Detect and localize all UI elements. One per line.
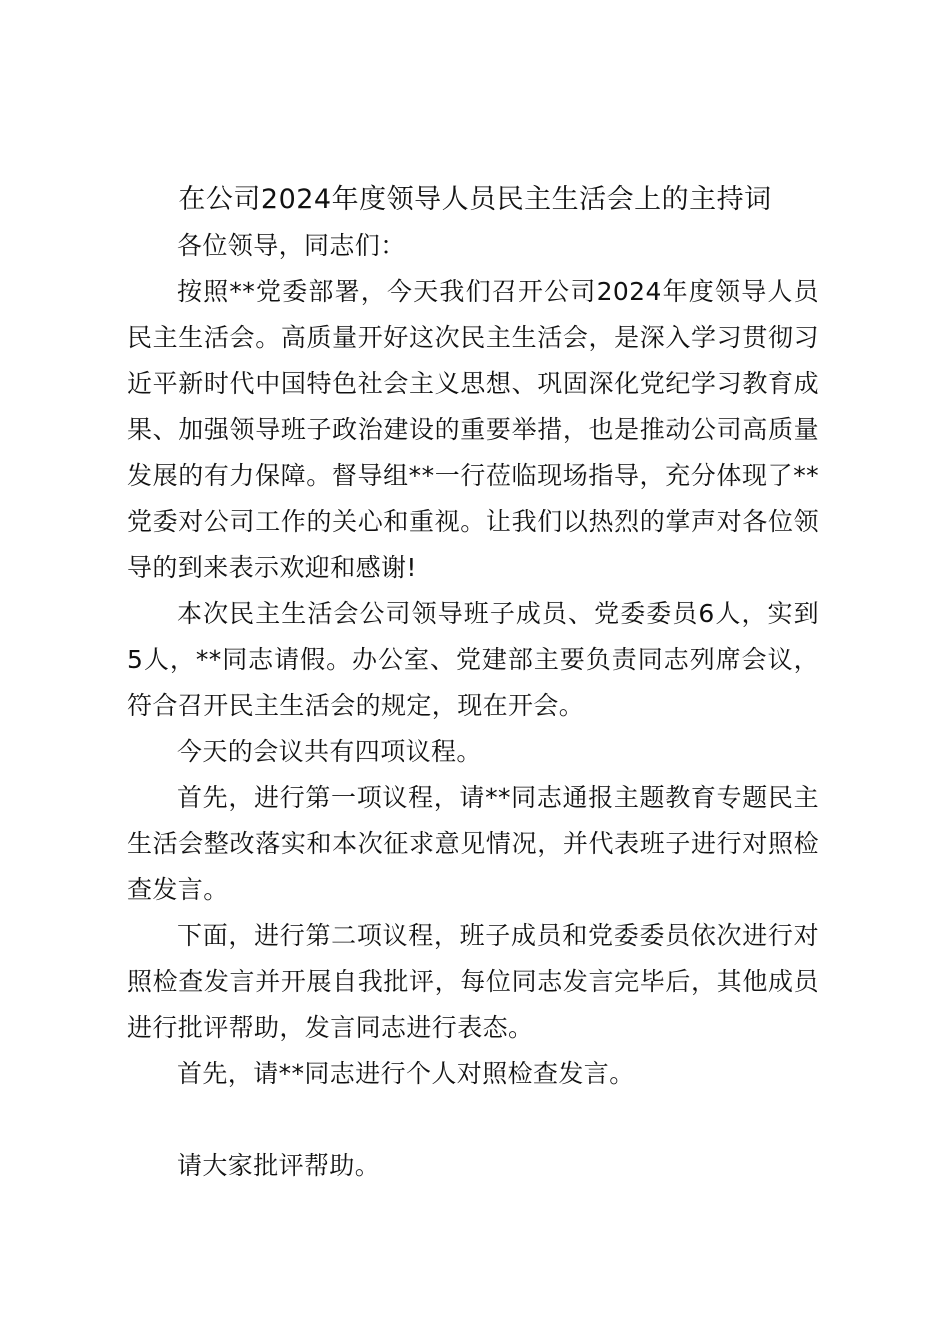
blank-line bbox=[127, 1097, 819, 1143]
paragraph-closing: 请大家批评帮助。 bbox=[177, 1151, 381, 1180]
document-body bbox=[127, 223, 819, 1189]
paragraph-agenda: 今天的会议共有四项议程。 bbox=[177, 737, 482, 766]
paragraph-second-item: 下面，进行第二项议程，班子成员和党委委员依次进行对照检查发言并开展自我批评，每位同志发言完毕后，其他成员进行批评帮助，发言同志进行表态。 bbox=[127, 921, 819, 1042]
document-title: 在公司2024年度领导人员民主生活会上的主持词 bbox=[178, 184, 772, 215]
paragraph-attendance: 本次民主生活会公司领导班子成员、党委委员6人，实到5人，**同志请假。办公室、党建部主要负责同志列席会议，符合召开民主生活会的规定，现在开会。 bbox=[127, 599, 819, 720]
paragraph-first-item: 首先，进行第一项议程，请**同志通报主题教育专题民主生活会整改落实和本次征求意见情况，并代表班子进行对照检查发言。 bbox=[127, 783, 819, 904]
paragraph-opening: 按照**党委部署，今天我们召开公司2024年度领导人员民主生活会。高质量开好这次民主生活会，是深入学习贯彻习近平新时代中国特色社会主义思想、巩固深化党纪学习教育成果、加强领导班子政治建设的重要举措，也是推动公司高质量发展的有力保障。督导组**一行莅临现场指导，充分体现了**党委对公司工作的关心和重视。让我们以热烈的掌声对各位领导的到来表示欢迎和感谢! bbox=[127, 277, 819, 582]
greeting: 各位领导，同志们： bbox=[177, 231, 406, 260]
paragraph-first-speaker: 首先，请**同志进行个人对照检查发言。 bbox=[177, 1059, 635, 1088]
